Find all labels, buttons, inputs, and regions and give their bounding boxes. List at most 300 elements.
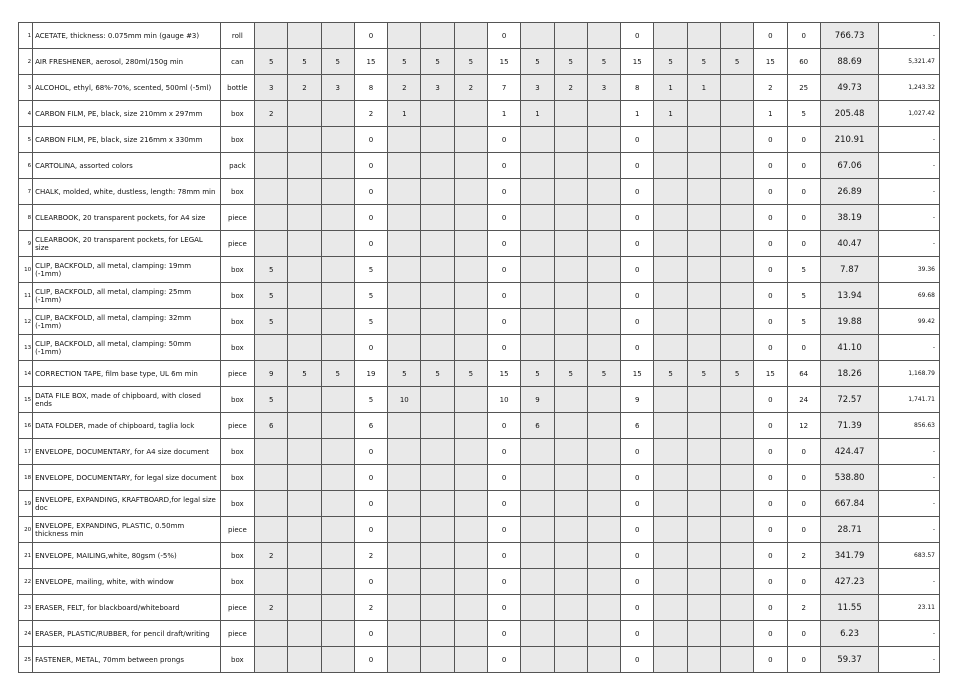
quarter-subtotal-cell: 0 bbox=[754, 179, 787, 205]
monthly-qty-cell bbox=[454, 647, 487, 673]
total-amount-cell: 69.68 bbox=[879, 283, 940, 309]
total-qty-cell: 0 bbox=[787, 621, 820, 647]
monthly-qty-cell bbox=[321, 517, 354, 543]
table-row bbox=[19, 127, 940, 153]
monthly-qty-cell bbox=[454, 569, 487, 595]
unit-cell: box bbox=[220, 257, 254, 283]
monthly-qty-cell: 5 bbox=[255, 309, 288, 335]
monthly-qty-cell bbox=[587, 205, 620, 231]
total-qty-cell: 64 bbox=[787, 361, 820, 387]
monthly-qty-cell bbox=[554, 335, 587, 361]
quarter-subtotal-cell: 0 bbox=[754, 413, 787, 439]
monthly-qty-cell bbox=[720, 439, 753, 465]
unit-price-cell: 41.10 bbox=[820, 335, 879, 361]
monthly-qty-cell bbox=[554, 465, 587, 491]
quarter-subtotal-cell: 0 bbox=[488, 283, 521, 309]
quarter-subtotal-cell: 10 bbox=[488, 387, 521, 413]
quarter-subtotal-cell: 0 bbox=[621, 595, 654, 621]
monthly-qty-cell bbox=[554, 387, 587, 413]
monthly-qty-cell bbox=[654, 543, 687, 569]
monthly-qty-cell bbox=[654, 439, 687, 465]
unit-price-cell: 71.39 bbox=[820, 413, 879, 439]
table-row bbox=[19, 543, 940, 569]
monthly-qty-cell bbox=[687, 439, 720, 465]
monthly-qty-cell bbox=[255, 465, 288, 491]
monthly-qty-cell bbox=[587, 621, 620, 647]
row-number: 3 bbox=[19, 75, 33, 101]
monthly-qty-cell bbox=[554, 23, 587, 49]
total-amount-cell: - bbox=[879, 23, 940, 49]
total-amount-cell: 1,741.71 bbox=[879, 387, 940, 413]
total-qty-cell: 12 bbox=[787, 413, 820, 439]
monthly-qty-cell bbox=[720, 413, 753, 439]
monthly-qty-cell bbox=[321, 569, 354, 595]
table-row bbox=[19, 569, 940, 595]
monthly-qty-cell bbox=[654, 257, 687, 283]
unit-cell: box bbox=[220, 283, 254, 309]
monthly-qty-cell bbox=[521, 517, 554, 543]
monthly-qty-cell bbox=[654, 205, 687, 231]
unit-price-cell: 205.48 bbox=[820, 101, 879, 127]
monthly-qty-cell bbox=[720, 257, 753, 283]
monthly-qty-cell bbox=[421, 543, 454, 569]
quarter-subtotal-cell: 0 bbox=[488, 205, 521, 231]
monthly-qty-cell bbox=[521, 23, 554, 49]
quarter-subtotal-cell: 0 bbox=[754, 387, 787, 413]
monthly-qty-cell bbox=[720, 465, 753, 491]
monthly-qty-cell bbox=[288, 647, 321, 673]
total-qty-cell: 0 bbox=[787, 491, 820, 517]
unit-price-cell: 766.73 bbox=[820, 23, 879, 49]
monthly-qty-cell bbox=[421, 309, 454, 335]
monthly-qty-cell bbox=[255, 439, 288, 465]
monthly-qty-cell bbox=[654, 621, 687, 647]
monthly-qty-cell bbox=[388, 179, 421, 205]
monthly-qty-cell bbox=[521, 283, 554, 309]
unit-cell: piece bbox=[220, 231, 254, 257]
unit-cell: piece bbox=[220, 413, 254, 439]
item-description: ENVELOPE, DOCUMENTARY, for legal size document bbox=[33, 465, 221, 491]
monthly-qty-cell bbox=[321, 231, 354, 257]
quarter-subtotal-cell: 7 bbox=[488, 75, 521, 101]
row-number: 11 bbox=[19, 283, 33, 309]
row-number: 9 bbox=[19, 231, 33, 257]
quarter-subtotal-cell: 15 bbox=[621, 49, 654, 75]
monthly-qty-cell bbox=[654, 647, 687, 673]
monthly-qty-cell bbox=[454, 517, 487, 543]
quarter-subtotal-cell: 0 bbox=[354, 179, 387, 205]
monthly-qty-cell bbox=[421, 413, 454, 439]
monthly-qty-cell bbox=[687, 127, 720, 153]
unit-cell: piece bbox=[220, 205, 254, 231]
monthly-qty-cell bbox=[687, 595, 720, 621]
monthly-qty-cell bbox=[255, 569, 288, 595]
monthly-qty-cell bbox=[654, 179, 687, 205]
monthly-qty-cell bbox=[554, 569, 587, 595]
monthly-qty-cell: 6 bbox=[521, 413, 554, 439]
monthly-qty-cell: 5 bbox=[255, 283, 288, 309]
monthly-qty-cell bbox=[587, 413, 620, 439]
quarter-subtotal-cell: 15 bbox=[754, 49, 787, 75]
table-row bbox=[19, 413, 940, 439]
total-amount-cell: 1,168.79 bbox=[879, 361, 940, 387]
unit-cell: box bbox=[220, 465, 254, 491]
monthly-qty-cell bbox=[388, 335, 421, 361]
monthly-qty-cell: 5 bbox=[554, 49, 587, 75]
monthly-qty-cell bbox=[421, 621, 454, 647]
total-qty-cell: 5 bbox=[787, 101, 820, 127]
quarter-subtotal-cell: 0 bbox=[754, 517, 787, 543]
monthly-qty-cell bbox=[321, 465, 354, 491]
monthly-qty-cell: 2 bbox=[388, 75, 421, 101]
quarter-subtotal-cell: 0 bbox=[754, 231, 787, 257]
monthly-qty-cell bbox=[388, 153, 421, 179]
quarter-subtotal-cell: 0 bbox=[354, 127, 387, 153]
monthly-qty-cell bbox=[521, 439, 554, 465]
total-qty-cell: 0 bbox=[787, 517, 820, 543]
row-number: 4 bbox=[19, 101, 33, 127]
unit-cell: piece bbox=[220, 621, 254, 647]
monthly-qty-cell: 3 bbox=[321, 75, 354, 101]
unit-price-cell: 72.57 bbox=[820, 387, 879, 413]
monthly-qty-cell bbox=[321, 335, 354, 361]
monthly-qty-cell bbox=[288, 491, 321, 517]
quarter-subtotal-cell: 0 bbox=[621, 127, 654, 153]
monthly-qty-cell bbox=[255, 491, 288, 517]
monthly-qty-cell bbox=[421, 23, 454, 49]
monthly-qty-cell bbox=[321, 23, 354, 49]
monthly-qty-cell bbox=[521, 127, 554, 153]
unit-price-cell: 19.88 bbox=[820, 309, 879, 335]
unit-cell: box bbox=[220, 569, 254, 595]
monthly-qty-cell: 2 bbox=[255, 543, 288, 569]
monthly-qty-cell bbox=[388, 647, 421, 673]
monthly-qty-cell: 5 bbox=[255, 257, 288, 283]
quarter-subtotal-cell: 0 bbox=[754, 205, 787, 231]
quarter-subtotal-cell: 0 bbox=[354, 439, 387, 465]
monthly-qty-cell bbox=[255, 153, 288, 179]
monthly-qty-cell bbox=[687, 153, 720, 179]
monthly-qty-cell bbox=[255, 205, 288, 231]
quarter-subtotal-cell: 0 bbox=[754, 153, 787, 179]
unit-price-cell: 38.19 bbox=[820, 205, 879, 231]
monthly-qty-cell bbox=[454, 387, 487, 413]
monthly-qty-cell bbox=[421, 595, 454, 621]
row-number: 25 bbox=[19, 647, 33, 673]
quarter-subtotal-cell: 1 bbox=[488, 101, 521, 127]
monthly-qty-cell bbox=[687, 23, 720, 49]
quarter-subtotal-cell: 0 bbox=[354, 231, 387, 257]
monthly-qty-cell bbox=[321, 283, 354, 309]
monthly-qty-cell bbox=[654, 413, 687, 439]
monthly-qty-cell: 6 bbox=[255, 413, 288, 439]
unit-cell: piece bbox=[220, 361, 254, 387]
monthly-qty-cell: 2 bbox=[255, 595, 288, 621]
monthly-qty-cell: 5 bbox=[388, 361, 421, 387]
unit-cell: pack bbox=[220, 153, 254, 179]
monthly-qty-cell bbox=[321, 309, 354, 335]
total-amount-cell: - bbox=[879, 647, 940, 673]
monthly-qty-cell: 3 bbox=[587, 75, 620, 101]
row-number: 24 bbox=[19, 621, 33, 647]
total-amount-cell: 856.63 bbox=[879, 413, 940, 439]
unit-cell: box bbox=[220, 491, 254, 517]
monthly-qty-cell bbox=[421, 491, 454, 517]
monthly-qty-cell bbox=[720, 127, 753, 153]
monthly-qty-cell bbox=[255, 335, 288, 361]
total-qty-cell: 0 bbox=[787, 153, 820, 179]
monthly-qty-cell bbox=[454, 309, 487, 335]
monthly-qty-cell bbox=[288, 569, 321, 595]
monthly-qty-cell bbox=[687, 231, 720, 257]
quarter-subtotal-cell: 0 bbox=[754, 621, 787, 647]
monthly-qty-cell bbox=[720, 517, 753, 543]
unit-price-cell: 7.87 bbox=[820, 257, 879, 283]
monthly-qty-cell: 9 bbox=[255, 361, 288, 387]
monthly-qty-cell: 5 bbox=[288, 361, 321, 387]
quarter-subtotal-cell: 0 bbox=[488, 517, 521, 543]
table-row bbox=[19, 101, 940, 127]
quarter-subtotal-cell: 0 bbox=[621, 283, 654, 309]
quarter-subtotal-cell: 5 bbox=[354, 283, 387, 309]
monthly-qty-cell bbox=[388, 491, 421, 517]
total-amount-cell: - bbox=[879, 465, 940, 491]
total-amount-cell: - bbox=[879, 491, 940, 517]
unit-cell: box bbox=[220, 335, 254, 361]
quarter-subtotal-cell: 0 bbox=[488, 621, 521, 647]
unit-price-cell: 40.47 bbox=[820, 231, 879, 257]
monthly-qty-cell bbox=[720, 621, 753, 647]
monthly-qty-cell bbox=[454, 595, 487, 621]
row-number: 7 bbox=[19, 179, 33, 205]
quarter-subtotal-cell: 15 bbox=[754, 361, 787, 387]
monthly-qty-cell: 3 bbox=[421, 75, 454, 101]
monthly-qty-cell bbox=[321, 491, 354, 517]
monthly-qty-cell: 5 bbox=[421, 361, 454, 387]
unit-price-cell: 28.71 bbox=[820, 517, 879, 543]
unit-cell: bottle bbox=[220, 75, 254, 101]
quarter-subtotal-cell: 0 bbox=[488, 179, 521, 205]
monthly-qty-cell bbox=[554, 491, 587, 517]
monthly-qty-cell bbox=[720, 491, 753, 517]
total-qty-cell: 0 bbox=[787, 465, 820, 491]
total-amount-cell: 99.42 bbox=[879, 309, 940, 335]
quarter-subtotal-cell: 0 bbox=[354, 569, 387, 595]
monthly-qty-cell bbox=[521, 205, 554, 231]
row-number: 22 bbox=[19, 569, 33, 595]
monthly-qty-cell bbox=[255, 621, 288, 647]
total-qty-cell: 0 bbox=[787, 335, 820, 361]
quarter-subtotal-cell: 0 bbox=[354, 205, 387, 231]
table-row bbox=[19, 153, 940, 179]
item-description: ENVELOPE, MAILING,white, 80gsm (-5%) bbox=[33, 543, 221, 569]
item-description: ERASER, FELT, for blackboard/whiteboard bbox=[33, 595, 221, 621]
monthly-qty-cell: 5 bbox=[720, 49, 753, 75]
monthly-qty-cell bbox=[421, 439, 454, 465]
total-qty-cell: 0 bbox=[787, 23, 820, 49]
monthly-qty-cell bbox=[687, 283, 720, 309]
quarter-subtotal-cell: 15 bbox=[488, 361, 521, 387]
total-qty-cell: 2 bbox=[787, 543, 820, 569]
item-description: CLIP, BACKFOLD, all metal, clamping: 19mm (-1mm) bbox=[33, 257, 221, 283]
quarter-subtotal-cell: 0 bbox=[354, 465, 387, 491]
quarter-subtotal-cell: 0 bbox=[488, 595, 521, 621]
monthly-qty-cell bbox=[321, 595, 354, 621]
monthly-qty-cell bbox=[288, 101, 321, 127]
monthly-qty-cell bbox=[654, 595, 687, 621]
quarter-subtotal-cell: 19 bbox=[354, 361, 387, 387]
quarter-subtotal-cell: 0 bbox=[488, 569, 521, 595]
monthly-qty-cell bbox=[421, 257, 454, 283]
quarter-subtotal-cell: 0 bbox=[488, 153, 521, 179]
total-amount-cell: - bbox=[879, 517, 940, 543]
monthly-qty-cell bbox=[587, 231, 620, 257]
monthly-qty-cell bbox=[554, 101, 587, 127]
quarter-subtotal-cell: 0 bbox=[488, 335, 521, 361]
unit-price-cell: 18.26 bbox=[820, 361, 879, 387]
item-description: ERASER, PLASTIC/RUBBER, for pencil draft/writing bbox=[33, 621, 221, 647]
monthly-qty-cell bbox=[554, 127, 587, 153]
monthly-qty-cell bbox=[521, 179, 554, 205]
monthly-qty-cell bbox=[654, 231, 687, 257]
monthly-qty-cell bbox=[288, 309, 321, 335]
quarter-subtotal-cell: 0 bbox=[488, 23, 521, 49]
item-description: CLIP, BACKFOLD, all metal, clamping: 32mm (-1mm) bbox=[33, 309, 221, 335]
item-description: CHALK, molded, white, dustless, length: 78mm min bbox=[33, 179, 221, 205]
unit-price-cell: 59.37 bbox=[820, 647, 879, 673]
monthly-qty-cell bbox=[521, 491, 554, 517]
quarter-subtotal-cell: 0 bbox=[754, 543, 787, 569]
monthly-qty-cell bbox=[454, 283, 487, 309]
monthly-qty-cell bbox=[587, 491, 620, 517]
monthly-qty-cell bbox=[288, 595, 321, 621]
quarter-subtotal-cell: 0 bbox=[488, 309, 521, 335]
monthly-qty-cell bbox=[288, 465, 321, 491]
row-number: 21 bbox=[19, 543, 33, 569]
monthly-qty-cell bbox=[654, 465, 687, 491]
monthly-qty-cell bbox=[720, 101, 753, 127]
item-description: ENVELOPE, DOCUMENTARY, for A4 size document bbox=[33, 439, 221, 465]
monthly-qty-cell: 1 bbox=[521, 101, 554, 127]
monthly-qty-cell bbox=[321, 413, 354, 439]
monthly-qty-cell bbox=[388, 517, 421, 543]
table-row bbox=[19, 231, 940, 257]
unit-cell: box bbox=[220, 127, 254, 153]
monthly-qty-cell: 5 bbox=[521, 361, 554, 387]
item-description: DATA FOLDER, made of chipboard, taglia lock bbox=[33, 413, 221, 439]
monthly-qty-cell: 5 bbox=[554, 361, 587, 387]
monthly-qty-cell bbox=[687, 517, 720, 543]
item-description: ENVELOPE, EXPANDING, KRAFTBOARD,for legal size doc bbox=[33, 491, 221, 517]
monthly-qty-cell bbox=[587, 647, 620, 673]
table-row bbox=[19, 335, 940, 361]
monthly-qty-cell bbox=[720, 543, 753, 569]
total-amount-cell: 39.36 bbox=[879, 257, 940, 283]
quarter-subtotal-cell: 0 bbox=[354, 153, 387, 179]
monthly-qty-cell bbox=[255, 179, 288, 205]
table-row bbox=[19, 309, 940, 335]
monthly-qty-cell bbox=[587, 179, 620, 205]
monthly-qty-cell bbox=[388, 309, 421, 335]
quarter-subtotal-cell: 0 bbox=[754, 127, 787, 153]
monthly-qty-cell: 5 bbox=[587, 49, 620, 75]
monthly-qty-cell: 1 bbox=[654, 101, 687, 127]
monthly-qty-cell: 10 bbox=[388, 387, 421, 413]
monthly-qty-cell bbox=[388, 439, 421, 465]
monthly-qty-cell: 5 bbox=[321, 361, 354, 387]
monthly-qty-cell bbox=[454, 335, 487, 361]
table-row bbox=[19, 361, 940, 387]
quarter-subtotal-cell: 5 bbox=[354, 257, 387, 283]
monthly-qty-cell: 5 bbox=[454, 361, 487, 387]
unit-cell: box bbox=[220, 179, 254, 205]
total-amount-cell: - bbox=[879, 439, 940, 465]
monthly-qty-cell bbox=[321, 647, 354, 673]
quarter-subtotal-cell: 0 bbox=[621, 569, 654, 595]
total-amount-cell: - bbox=[879, 179, 940, 205]
quarter-subtotal-cell: 0 bbox=[354, 491, 387, 517]
quarter-subtotal-cell: 0 bbox=[754, 465, 787, 491]
total-amount-cell: - bbox=[879, 153, 940, 179]
monthly-qty-cell: 1 bbox=[654, 75, 687, 101]
monthly-qty-cell bbox=[521, 621, 554, 647]
monthly-qty-cell bbox=[587, 569, 620, 595]
quarter-subtotal-cell: 0 bbox=[621, 517, 654, 543]
monthly-qty-cell bbox=[720, 23, 753, 49]
monthly-qty-cell: 5 bbox=[321, 49, 354, 75]
total-amount-cell: 1,027.42 bbox=[879, 101, 940, 127]
monthly-qty-cell bbox=[654, 387, 687, 413]
monthly-qty-cell bbox=[288, 621, 321, 647]
monthly-qty-cell bbox=[587, 465, 620, 491]
quarter-subtotal-cell: 5 bbox=[354, 309, 387, 335]
monthly-qty-cell bbox=[454, 439, 487, 465]
item-description: FASTENER, METAL, 70mm between prongs bbox=[33, 647, 221, 673]
unit-price-cell: 26.89 bbox=[820, 179, 879, 205]
monthly-qty-cell bbox=[388, 543, 421, 569]
total-qty-cell: 0 bbox=[787, 127, 820, 153]
quarter-subtotal-cell: 15 bbox=[488, 49, 521, 75]
quarter-subtotal-cell: 0 bbox=[488, 257, 521, 283]
total-amount-cell: - bbox=[879, 205, 940, 231]
monthly-qty-cell: 9 bbox=[521, 387, 554, 413]
table-row bbox=[19, 465, 940, 491]
monthly-qty-cell bbox=[288, 387, 321, 413]
total-amount-cell: 1,243.32 bbox=[879, 75, 940, 101]
monthly-qty-cell bbox=[587, 517, 620, 543]
table-row bbox=[19, 49, 940, 75]
unit-price-cell: 13.94 bbox=[820, 283, 879, 309]
monthly-qty-cell bbox=[554, 621, 587, 647]
item-description: CARBON FILM, PE, black, size 210mm x 297mm bbox=[33, 101, 221, 127]
unit-price-cell: 538.80 bbox=[820, 465, 879, 491]
table-row bbox=[19, 387, 940, 413]
item-description: CORRECTION TAPE, film base type, UL 6m min bbox=[33, 361, 221, 387]
monthly-qty-cell bbox=[321, 205, 354, 231]
quarter-subtotal-cell: 0 bbox=[621, 543, 654, 569]
monthly-qty-cell bbox=[321, 621, 354, 647]
monthly-qty-cell bbox=[321, 387, 354, 413]
monthly-qty-cell bbox=[654, 491, 687, 517]
monthly-qty-cell bbox=[654, 283, 687, 309]
quarter-subtotal-cell: 2 bbox=[354, 543, 387, 569]
monthly-qty-cell bbox=[454, 101, 487, 127]
total-qty-cell: 5 bbox=[787, 309, 820, 335]
monthly-qty-cell bbox=[554, 413, 587, 439]
monthly-qty-cell bbox=[720, 647, 753, 673]
monthly-qty-cell bbox=[554, 205, 587, 231]
monthly-qty-cell bbox=[521, 153, 554, 179]
